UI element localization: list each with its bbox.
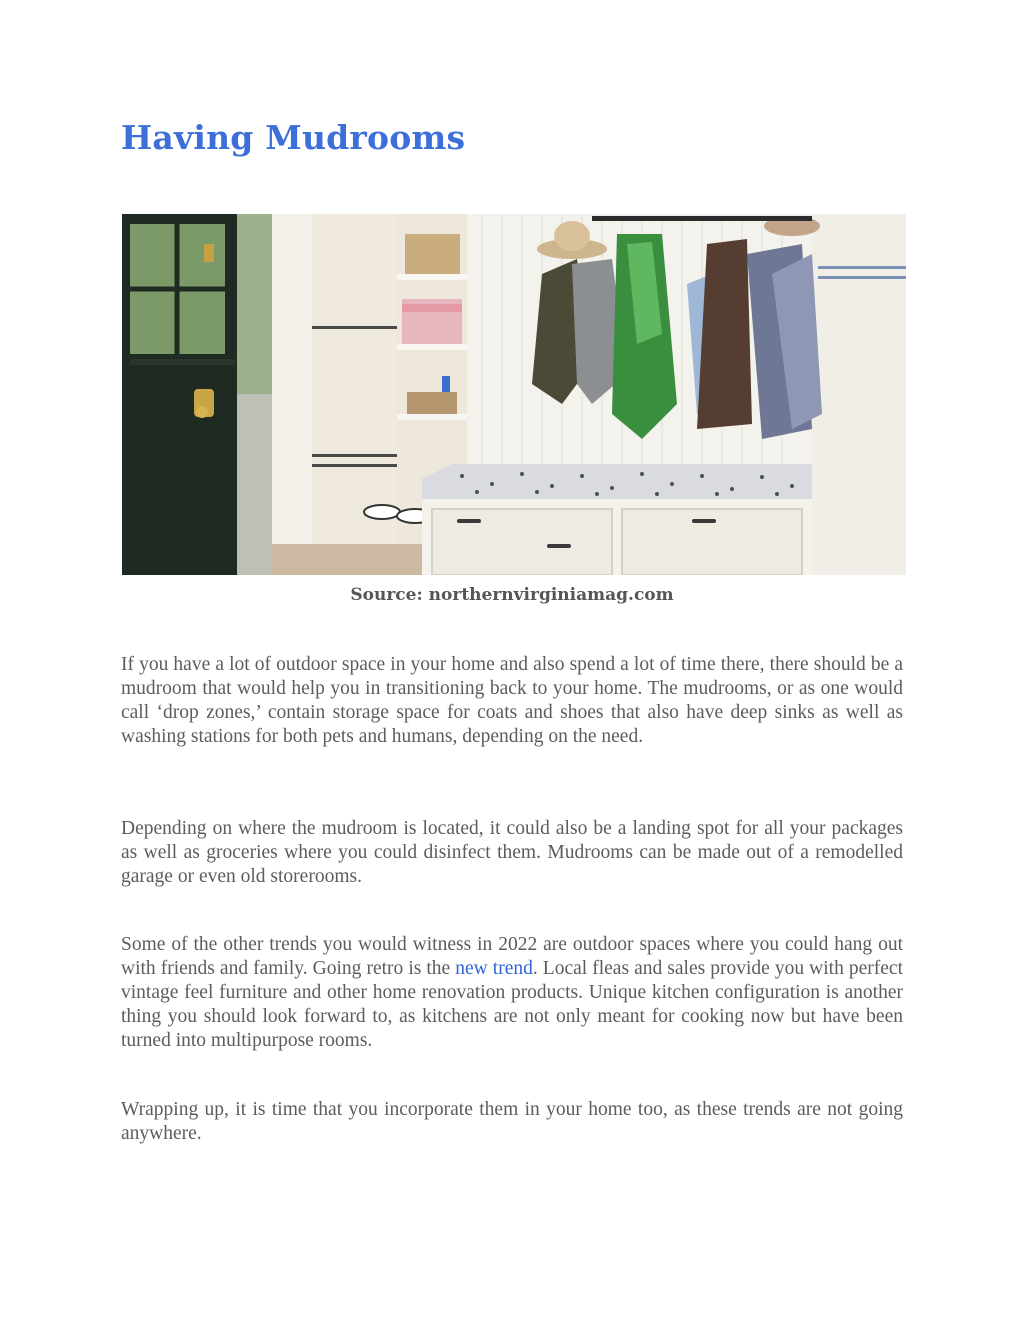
paragraph-3-text-before-link: Some of the other trends you would witness in 2022 are outdoor spaces where you could hang out with friends and family. Going retro is the	[121, 934, 903, 979]
image-caption: Source: northernvirginiamag.com	[350, 585, 674, 605]
new-trend-link[interactable]: new trend	[455, 958, 533, 979]
paragraph-3	[121, 933, 903, 1053]
paragraph-2: Depending on where the mudroom is located, it could also be a landing spot for all your packages as well as groceries where you could disinfect them. Mudrooms can be made out of a remodelled garage or even old storerooms.	[121, 818, 903, 887]
paragraph-1: If you have a lot of outdoor space in your home and also spend a lot of time there, there should be a mudroom that would help you in transitioning back to your home. The mudrooms, or as one would call ‘drop zones,’ contain storage space for coats and shoes that also have deep sinks as well as washing stations for both pets and humans, depending on the need.	[121, 654, 903, 747]
paragraph-4: Wrapping up, it is time that you incorporate them in your home too, as these trends are not going anywhere.	[121, 1099, 903, 1144]
paragraph-3-text-after-link: . Local fleas and sales provide you with perfect vintage feel furniture and other home renovation products. Unique kitchen configuration is another thing you should look forward to, as kitchens are not only meant for cooking now but have been turned into multipurpose rooms.	[121, 958, 903, 1051]
mudroom-photo	[122, 214, 906, 575]
article-heading: Having Mudrooms	[121, 118, 466, 157]
